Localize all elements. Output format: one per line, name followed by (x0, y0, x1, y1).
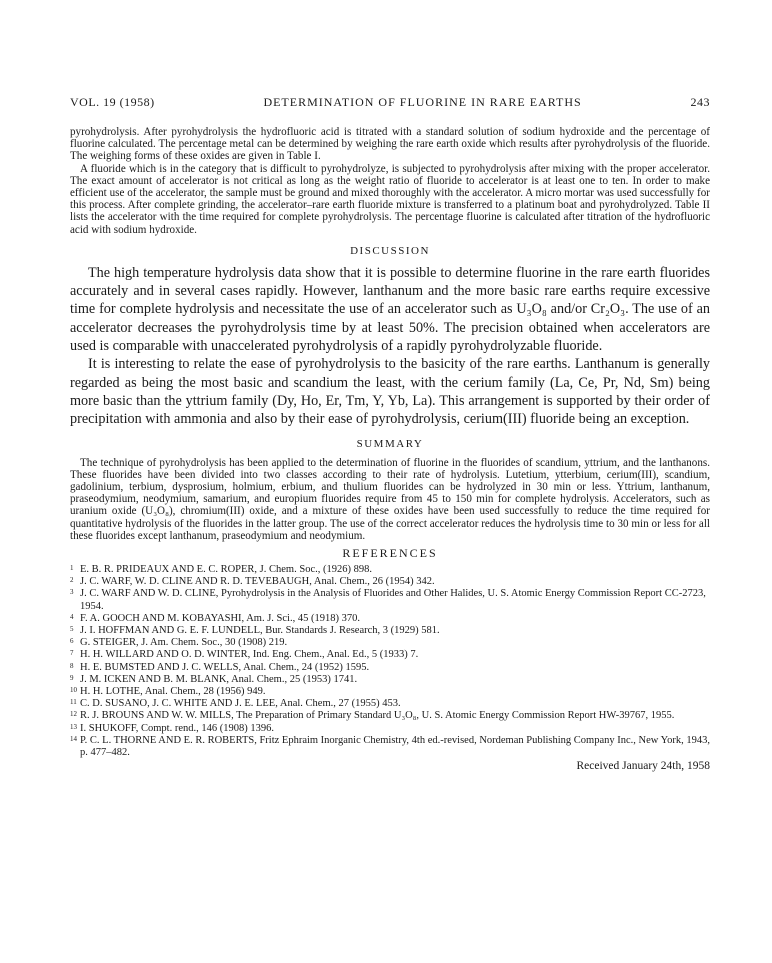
reference-item: 12 R. J. BROUNS AND W. W. MILLS, The Preparation of Primary Standard U₃O₈, U. S. Atomic Energy Commission Report HW-39767, 1955. (70, 710, 675, 722)
reference-item: 6 G. STEIGER, J. Am. Chem. Soc., 30 (1908) 219. (70, 637, 288, 649)
reference-item: 9 J. M. ICKEN AND B. M. BLANK, Anal. Chem., 25 (1953) 1741. (70, 673, 358, 685)
intro-paragraph: A fluoride which is in the category that is difficult to pyrohydrolyze, is subjected to pyrohydrolysis after mixing with the proper accelerator. The exact amount of accelerator is not critical as long as the weight ratio of fluoride to accelerator is at least one to ten. In order to make efficient use of the accelerator, the sample must be ground and mixed thoroughly with the accelerator. A micro mortar was used successfully for this process. After complete grinding, the accelerator–rare earth fluoride mixture is transferred to a platinum boat and pyrohydrolyzed. Table II lists the accelerator with the time required for complete pyrohydrolysis. The percentage fluorine is calculated after titration of the hydrofluoric acid with sodium hydroxide. (70, 162, 710, 236)
reference-item: 4 F. A. GOOCH AND M. KOBAYASHI, Am. J. Sci., 45 (1918) 370. (70, 612, 360, 624)
page-number: 243 (690, 95, 710, 109)
summary-paragraph: The technique of pyrohydrolysis has been applied to the determination of fluorine in the fluorides of scandium, yttrium, and the lanthanons. These fluorides have been divided into two classes according to their rate of hydrolysis. Lutetium, ytterbium, cerium(III), scandium, gadolinium, terbium, dysprosium, holmium, erbium, and thulium fluorides can be hydrolyzed in 30 min or less. Yttrium, lanthanum, praseodymium, neodymium, samarium, and europium fluorides require from 45 to 150 min for complete hydrolysis. Accelerators, such as uranium oxide (U₃O₈), chromium(III) oxide, and a mixture of these oxides have been used successfully to reduce the time required for quantitative hydrolysis of the fluorides in the latter group. The use of the correct accelerator reduces the hydrolysis time to 30 min or less for all these fluorides except lanthanum, praseodymium and neodymium. (70, 456, 710, 542)
discussion-paragraph: It is interesting to relate the ease of pyrohydrolysis to the basicity of the rare earths. Lanthanum is generally regarded as being the most basic and scandium the least, with the cerium family (La, Ce, Pr, Nd, Sm) being more basic than the yttrium family (Dy, Ho, Er, Tm, Y, Yb, La). This arrangement is supported by their order of precipitation with ammonia and also by their ease of pyrohydrolysis, cerium(III) fluoride being an exception. (70, 356, 710, 428)
summary-heading: SUMMARY (356, 437, 424, 450)
reference-item: 14 P. C. L. THORNE AND E. R. ROBERTS, Fritz Ephraim Inorganic Chemistry, 4th ed.-revised, Nordeman Publishing Company Inc., New York, 1943, p. 477–482. (70, 734, 711, 758)
reference-item: 1 E. B. R. PRIDEAUX AND E. C. ROPER, J. Chem. Soc., (1926) 898. (70, 563, 372, 575)
reference-item: 10 H. H. LOTHE, Anal. Chem., 28 (1956) 949. (70, 685, 266, 697)
reference-item: 11 C. D. SUSANO, J. C. WHITE AND J. E. LEE, Anal. Chem., 27 (1955) 453. (70, 698, 401, 710)
reference-list (70, 564, 710, 759)
intro-paragraph: pyrohydrolysis. After pyrohydrolysis the hydrofluoric acid is titrated with a standard solution of sodium hydroxide and the percentage of fluorine calculated. The percentage metal can be determined by weighing the rare earth oxide which results after pyrohydrolysis of the fluoride. The weighing forms of these oxides are given in Table I. (70, 126, 710, 163)
references-heading: REFERENCES (342, 545, 438, 560)
journal-page (70, 95, 710, 772)
reference-item: 3 J. C. WARF AND W. D. CLINE, Pyrohydrolysis in the Analysis of Fluorides and Other Halides, U. S. Atomic Energy Commission Report CC-2723, 1954. (70, 588, 706, 612)
reference-item: 5 J. I. HOFFMAN AND G. E. F. LUNDELL, Bur. Standards J. Research, 3 (1929) 581. (70, 624, 440, 636)
running-title: DETERMINATION OF FLUORINE IN RARE EARTHS (263, 95, 582, 109)
reference-item: 7 H. H. WILLARD AND O. D. WINTER, Ind. Eng. Chem., Anal. Ed., 5 (1933) 7. (70, 649, 419, 661)
reference-item: 13 I. SHUKOFF, Compt. rend., 146 (1908) 1396. (70, 722, 274, 734)
running-header (70, 95, 710, 110)
discussion-heading: DISCUSSION (350, 244, 430, 257)
reference-item: 2 J. C. WARF, W. D. CLINE AND R. D. TEVEBAUGH, Anal. Chem., 26 (1954) 342. (70, 576, 435, 588)
discussion-paragraph: The high temperature hydrolysis data show that it is possible to determine fluorine in the rare earth fluorides accurately and in several cases rapidly. However, lanthanum and the more basic rare earths require excessive time for complete hydrolysis and necessitate the use of an accelerator such as U₃O₈ and/or Cr₂O₃. The use of an accelerator decreases the pyrohydrolysis time by at least 50%. The precision obtained when accelerators are used is comparable with unaccelerated pyrohydrolysis of a rapidly pyrohydrolyzable fluoride. (70, 264, 710, 355)
volume-label: VOL. 19 (1958) (70, 95, 155, 109)
received-date: Received January 24th, 1958 (576, 760, 710, 773)
reference-item: 8 H. E. BUMSTED AND J. C. WELLS, Anal. Chem., 24 (1952) 1595. (70, 661, 370, 673)
